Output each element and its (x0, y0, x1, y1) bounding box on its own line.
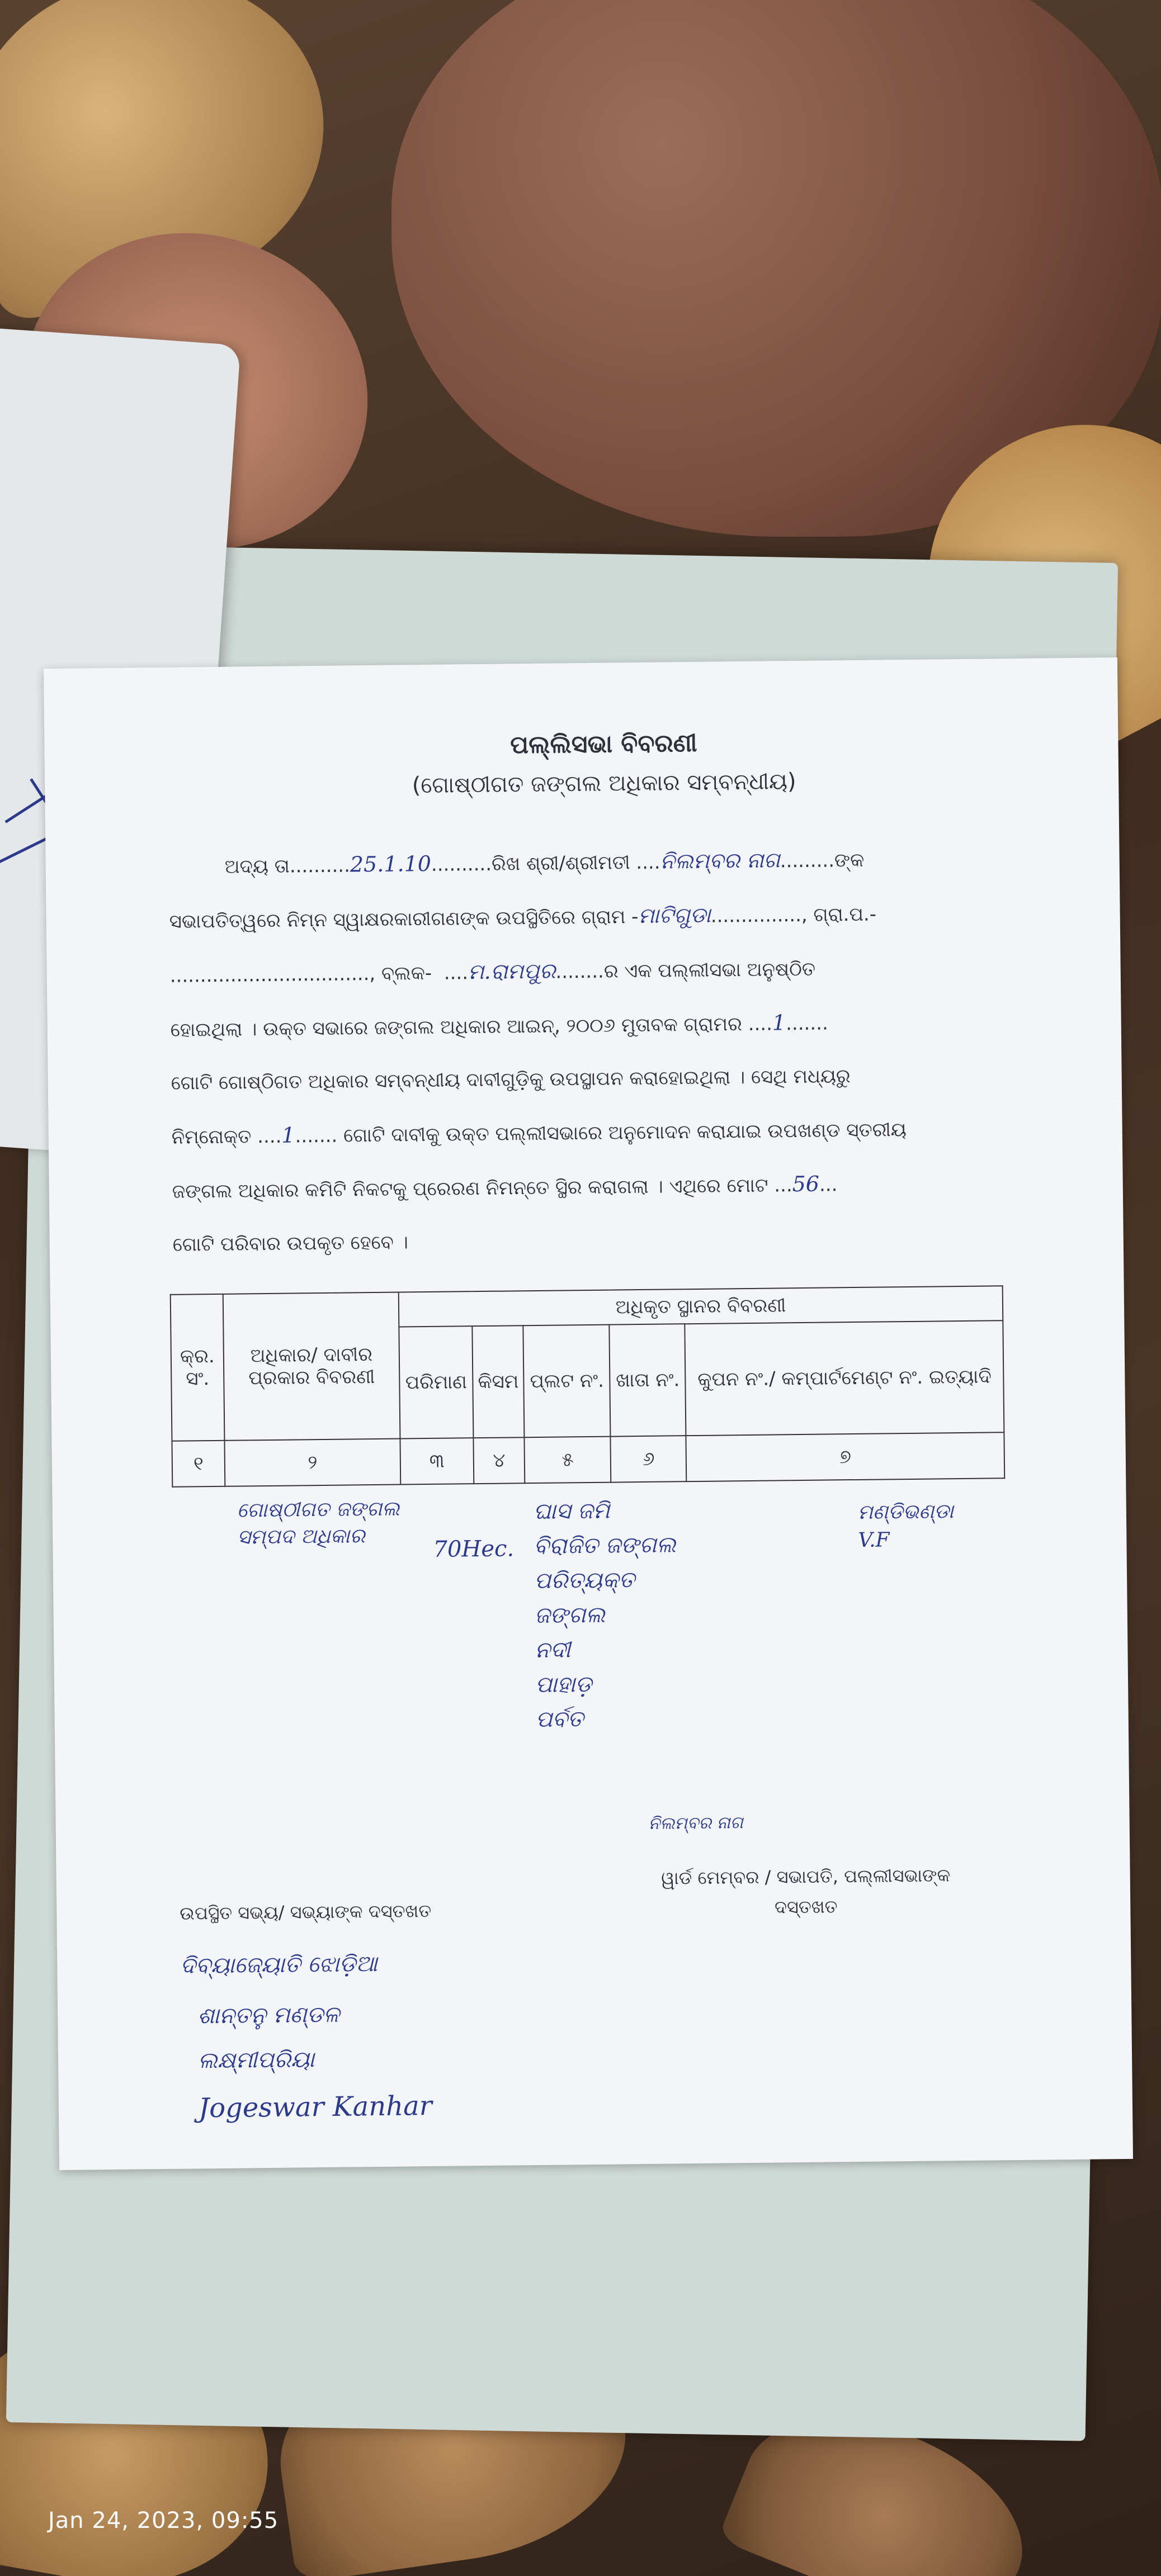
claims-presented-count: 1 (772, 1010, 786, 1035)
land-type-item: ଘାସ ଜମି (533, 1498, 610, 1525)
claim-type-entry: ଗୋଷ୍ଠୀଗତ ଜଙ୍ଗଲ ସମ୍ପଦ ଅଧିକାର (237, 1497, 400, 1549)
chairperson-signature: ନିଲମ୍ବର ନାଗ (648, 1813, 743, 1834)
column-number: ୬ (611, 1436, 687, 1482)
members-signature-label: ଉପସ୍ଥିତ ସଭ୍ୟ/ ସଭ୍ୟାଙ୍କ ଦସ୍ତଖତ (180, 1900, 432, 1924)
minutes-paragraph (168, 831, 1045, 1271)
table-header: କ୍ର. ସଂ. (171, 1294, 225, 1441)
member-signature: ଦିବ୍ୟାଜ୍ୟୋତି ଝୋଡ଼ିଆ (180, 1951, 378, 1979)
land-type-item: ପରିତ୍ୟକ୍ତ (534, 1567, 635, 1594)
paragraph-line: ଜଙ୍ଗଲ ଅଧିକାର କମିଟି ନିକଟକୁ ପ୍ରେରଣ ନିମନ୍ତେ ସ୍ଥିର କରାଗଲା । ଏଥିରେ ମୋଟ ...56... (172, 1171, 838, 1203)
land-type-item: ବିରାଜିତ ଜଙ୍ଗଲ (534, 1532, 676, 1560)
table-header: କିସମ (472, 1325, 525, 1438)
photo-timestamp: Jan 24, 2023, 09:55 (48, 2508, 279, 2534)
land-type-item: ଜଙ୍ଗଲ (534, 1602, 606, 1629)
table-header: ଖାତା ନଂ. (610, 1324, 686, 1436)
paragraph-line: ................................., ବ୍ଲକ- ....ମ.ରାମପୁର........ର ଏକ ପଲ୍ଲୀସଭା ଅନୁଷ୍ଠିତ (169, 958, 816, 987)
paragraph-line: ସଭାପତିତ୍ୱରେ ନିମ୍ନ ସ୍ୱାକ୍ଷରକାରୀଗଣଙ୍କ ଉପସ୍ଥିତିରେ ଗ୍ରାମ -ମାଟିଗୁଡା..............., ଗ୍ରା.ପ.- (169, 902, 877, 933)
village-name: ମାଟିଗୁଡା (638, 902, 711, 929)
column-number: ୪ (473, 1437, 525, 1484)
paragraph-line: ଗୋଟି ପରିବାର ଉପକୃତ ହେବେ । (172, 1231, 409, 1256)
families-benefited-count: 56 (792, 1171, 820, 1197)
claims-approved-count: 1 (281, 1123, 295, 1148)
chairperson-name: ନିଲମ୍ବର ନାଗ (660, 847, 780, 874)
member-signature: ଶାନ୍ତନୁ ମଣ୍ଡଳ (197, 2001, 340, 2029)
land-type-item: ପାହାଡ଼ (535, 1671, 592, 1698)
column-number: ୭ (686, 1432, 1004, 1481)
chairperson-signature-label: ୱାର୍ଡ ମେମ୍ବର / ସଭାପତି, ପଲ୍ଲୀସଭାଙ୍କ ଦସ୍ତଖତ (661, 1864, 951, 1918)
column-number: ୩ (400, 1438, 474, 1484)
document-page (44, 657, 1133, 2170)
paragraph-line: ନିମ୍ନୋକ୍ତ ....1....... ଗୋଟି ଦାବୀକୁ ଉକ୍ତ ପଲ୍ଲୀସଭାରେ ଅନୁମୋଦନ କରାଯାଇ ଉପଖଣ୍ଡ ସ୍ତରୀୟ (171, 1119, 907, 1149)
member-signature: ଲକ୍ଷ୍ମୀପ୍ରିୟା (197, 2047, 315, 2074)
block-name: ମ.ରାମପୁର (468, 958, 556, 984)
document-title: ପଲ୍ଲିସଭା ବିବରଣୀ (510, 728, 697, 760)
land-type-item: ନଦୀ (535, 1637, 571, 1664)
coupon-entry: ମଣ୍ଡିଭଣ୍ଡା V.F (857, 1500, 954, 1552)
land-type-item: ପର୍ବତ (535, 1706, 584, 1733)
table-header: ପରିମାଣ (399, 1326, 473, 1438)
document-subtitle: (ଗୋଷ୍ଠୀଗତ ଜଙ୍ଗଲ ଅଧିକାର ସମ୍ବନ୍ଧୀୟ) (412, 769, 796, 799)
column-number: ୧ (172, 1441, 225, 1487)
land-type-list (534, 1493, 678, 1737)
claims-table (170, 1285, 1006, 1488)
column-number: ୫ (525, 1437, 611, 1484)
document-body (167, 692, 1048, 1487)
table-header: ଅଧିକାର/ ଦାବୀର ପ୍ରକାର ବିବରଣୀ (223, 1292, 400, 1441)
table-header: ପ୍ଲଟ ନଂ. (523, 1325, 611, 1438)
paragraph-line: ଅଦ୍ୟ ତା..........25.1.10..........ରିଖ ଶ୍ରୀ/ଶ୍ରୀମତୀ ....ନିଲମ୍ବର ନାଗ.........ଙ୍କ (224, 847, 865, 878)
paragraph-line: ହୋଇଥିଲା । ଉକ୍ତ ସଭାରେ ଜଙ୍ଗଲ ଅଧିକାର ଆଇନ୍, ୨୦୦୬ ମୁତାବକ ଗ୍ରାମର ....1....... (170, 1010, 828, 1041)
meeting-date: 25.1.10 (350, 851, 432, 877)
table-header: କୁପନ ନଂ./ କମ୍ପାର୍ଟମେଣ୍ଟ ନଂ. ଇତ୍ୟାଦି (685, 1320, 1004, 1436)
member-signature: Jogeswar Kanhar (198, 2090, 432, 2124)
area-entry: 70Hec. (433, 1536, 515, 1562)
table-group-header: ଅଧିକୃତ ସ୍ଥାନର ବିବରଣୀ (399, 1286, 1003, 1327)
paragraph-line: ଗୋଟି ଗୋଷ୍ଠିଗତ ଅଧିକାର ସମ୍ବନ୍ଧୀୟ ଦାବୀଗୁଡ଼ିକୁ ଉପସ୍ଥାପନ କରାହୋଇଥିଲା । ସେଥି ମଧ୍ୟରୁ (171, 1065, 851, 1095)
column-number: ୨ (224, 1439, 400, 1486)
